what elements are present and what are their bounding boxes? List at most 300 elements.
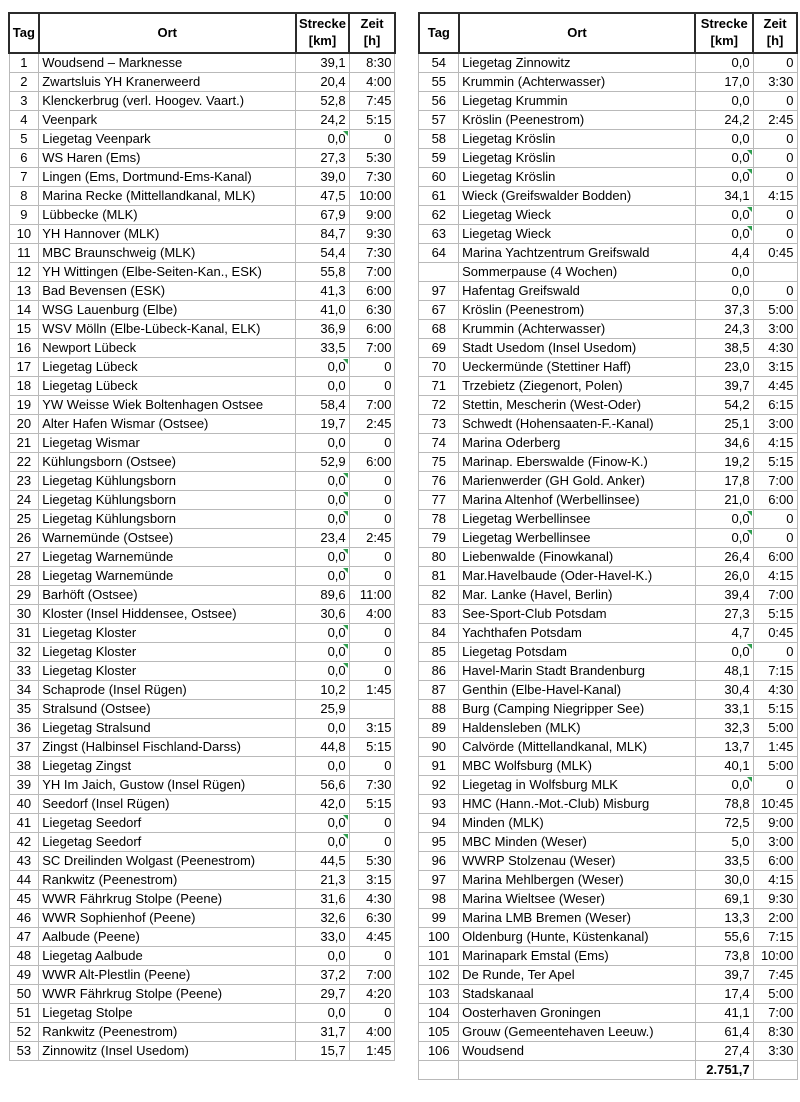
- cell-location[interactable]: Klenckerbrug (verl. Hoogev. Vaart.): [39, 92, 296, 111]
- cell-day-number[interactable]: 46: [9, 909, 39, 928]
- cell-distance[interactable]: [695, 738, 753, 757]
- cell-time[interactable]: 7:00: [349, 966, 395, 985]
- cell-location[interactable]: Liegetag Kloster: [39, 643, 296, 662]
- cell-location[interactable]: MBC Wolfsburg (MLK): [459, 757, 696, 776]
- cell-time[interactable]: 7:00: [349, 396, 395, 415]
- cell-time[interactable]: 0: [349, 472, 395, 491]
- cell-location[interactable]: WWR Sophienhof (Peene): [39, 909, 296, 928]
- cell-day-number[interactable]: 60: [419, 168, 459, 187]
- cell-day-number[interactable]: 40: [9, 795, 39, 814]
- cell-location[interactable]: Marina Yachtzentrum Greifswald: [459, 244, 696, 263]
- cell-distance[interactable]: [695, 453, 753, 472]
- cell-distance[interactable]: [695, 263, 753, 282]
- cell-time[interactable]: 0: [753, 92, 797, 111]
- cell-time[interactable]: 5:15: [753, 453, 797, 472]
- cell-day-number[interactable]: 100: [419, 928, 459, 947]
- cell-time[interactable]: 5:15: [349, 111, 395, 130]
- cell-location[interactable]: Alter Hafen Wismar (Ostsee): [39, 415, 296, 434]
- cell-location[interactable]: Liegetag Kloster: [39, 624, 296, 643]
- cell-distance[interactable]: [296, 548, 349, 567]
- cell-day-number[interactable]: 72: [419, 396, 459, 415]
- cell-day-number[interactable]: 86: [419, 662, 459, 681]
- cell-location[interactable]: Zingst (Halbinsel Fischland-Darss): [39, 738, 296, 757]
- cell-time[interactable]: 4:00: [349, 605, 395, 624]
- cell-time[interactable]: 5:15: [753, 700, 797, 719]
- cell-location[interactable]: WWR Fährkrug Stolpe (Peene): [39, 985, 296, 1004]
- cell-day-number[interactable]: 38: [9, 757, 39, 776]
- cell-day-number[interactable]: 7: [9, 168, 39, 187]
- cell-time[interactable]: 0: [349, 662, 395, 681]
- cell-distance[interactable]: [296, 358, 349, 377]
- cell-time[interactable]: 0: [753, 206, 797, 225]
- cell-day-number[interactable]: 87: [419, 681, 459, 700]
- cell-distance[interactable]: [695, 225, 753, 244]
- cell-time[interactable]: 0: [753, 149, 797, 168]
- cell-distance[interactable]: [695, 966, 753, 985]
- cell-distance[interactable]: [296, 434, 349, 453]
- cell-day-number[interactable]: 45: [9, 890, 39, 909]
- cell-location[interactable]: Marinap. Eberswalde (Finow-K.): [459, 453, 696, 472]
- cell-location[interactable]: Stadt Usedom (Insel Usedom): [459, 339, 696, 358]
- cell-day-number[interactable]: 8: [9, 187, 39, 206]
- cell-day-number[interactable]: 42: [9, 833, 39, 852]
- cell-day-number[interactable]: 13: [9, 282, 39, 301]
- cell-location[interactable]: Ueckermünde (Stettiner Haff): [459, 358, 696, 377]
- cell-distance[interactable]: [296, 282, 349, 301]
- cell-day-number[interactable]: 83: [419, 605, 459, 624]
- cell-time[interactable]: 0: [753, 168, 797, 187]
- cell-location[interactable]: WSG Lauenburg (Elbe): [39, 301, 296, 320]
- cell-day-number[interactable]: 20: [9, 415, 39, 434]
- cell-time[interactable]: 6:00: [349, 453, 395, 472]
- cell-day-number[interactable]: 56: [419, 92, 459, 111]
- cell-day-number[interactable]: 24: [9, 491, 39, 510]
- cell-distance[interactable]: [296, 73, 349, 92]
- cell-time[interactable]: 7:00: [753, 586, 797, 605]
- cell-distance[interactable]: [695, 130, 753, 149]
- cell-time[interactable]: 5:15: [753, 605, 797, 624]
- cell-location[interactable]: Liegetag Wieck: [459, 206, 696, 225]
- cell-distance[interactable]: [695, 434, 753, 453]
- cell-day-number[interactable]: 14: [9, 301, 39, 320]
- cell-location[interactable]: YH Hannover (MLK): [39, 225, 296, 244]
- cell-day-number[interactable]: 76: [419, 472, 459, 491]
- cell-location[interactable]: Zinnowitz (Insel Usedom): [39, 1042, 296, 1061]
- cell-day-number[interactable]: 106: [419, 1042, 459, 1061]
- cell-location[interactable]: HMC (Hann.-Mot.-Club) Misburg: [459, 795, 696, 814]
- cell-day-number[interactable]: 97: [419, 282, 459, 301]
- cell-location[interactable]: Kröslin (Peenestrom): [459, 301, 696, 320]
- cell-time[interactable]: 4:45: [349, 928, 395, 947]
- cell-distance[interactable]: [695, 320, 753, 339]
- cell-distance[interactable]: [695, 339, 753, 358]
- cell-time[interactable]: 7:30: [349, 776, 395, 795]
- cell-distance[interactable]: [695, 700, 753, 719]
- cell-location[interactable]: MBC Braunschweig (MLK): [39, 244, 296, 263]
- cell-time[interactable]: 3:00: [753, 320, 797, 339]
- cell-day-number[interactable]: 43: [9, 852, 39, 871]
- cell-day-number[interactable]: 84: [419, 624, 459, 643]
- cell-distance[interactable]: [695, 852, 753, 871]
- cell-location[interactable]: Liegetag Werbellinsee: [459, 510, 696, 529]
- cell-time[interactable]: 0: [349, 491, 395, 510]
- cell-day-number[interactable]: 28: [9, 567, 39, 586]
- cell-time[interactable]: 0: [349, 624, 395, 643]
- cell-distance[interactable]: [296, 187, 349, 206]
- cell-location[interactable]: Bad Bevensen (ESK): [39, 282, 296, 301]
- cell-time[interactable]: 4:15: [753, 567, 797, 586]
- cell-location[interactable]: MBC Minden (Weser): [459, 833, 696, 852]
- cell-distance[interactable]: [695, 377, 753, 396]
- cell-time[interactable]: 9:00: [349, 206, 395, 225]
- cell-time[interactable]: 0: [349, 814, 395, 833]
- cell-day-number[interactable]: 99: [419, 909, 459, 928]
- cell-distance[interactable]: [296, 1042, 349, 1061]
- cell-time[interactable]: 0: [349, 1004, 395, 1023]
- cell-day-number[interactable]: 50: [9, 985, 39, 1004]
- cell-time[interactable]: 0: [753, 529, 797, 548]
- cell-location[interactable]: Liegetag Stolpe: [39, 1004, 296, 1023]
- cell-time[interactable]: 4:30: [753, 339, 797, 358]
- cell-day-number[interactable]: 57: [419, 111, 459, 130]
- cell-day-number[interactable]: 26: [9, 529, 39, 548]
- cell-location[interactable]: Marina Recke (Mittellandkanal, MLK): [39, 187, 296, 206]
- cell-location[interactable]: Veenpark: [39, 111, 296, 130]
- cell-time[interactable]: 1:45: [753, 738, 797, 757]
- cell-location[interactable]: Liegetag Warnemünde: [39, 548, 296, 567]
- cell-day-number[interactable]: 98: [419, 890, 459, 909]
- cell-distance[interactable]: [296, 149, 349, 168]
- cell-day-number[interactable]: 102: [419, 966, 459, 985]
- cell-location[interactable]: YW Weisse Wiek Boltenhagen Ostsee: [39, 396, 296, 415]
- cell-time[interactable]: 0: [349, 833, 395, 852]
- cell-time[interactable]: 4:30: [349, 890, 395, 909]
- cell-time[interactable]: 10:00: [753, 947, 797, 966]
- cell-time[interactable]: 5:00: [753, 719, 797, 738]
- cell-distance[interactable]: [695, 814, 753, 833]
- cell-time[interactable]: 4:15: [753, 871, 797, 890]
- cell-time[interactable]: 0: [349, 947, 395, 966]
- cell-distance[interactable]: [296, 643, 349, 662]
- cell-day-number[interactable]: 77: [419, 491, 459, 510]
- cell-day-number[interactable]: 103: [419, 985, 459, 1004]
- cell-day-number[interactable]: 53: [9, 1042, 39, 1061]
- cell-distance[interactable]: [296, 966, 349, 985]
- cell-day-number[interactable]: 68: [419, 320, 459, 339]
- cell-distance[interactable]: [296, 244, 349, 263]
- cell-distance[interactable]: [695, 871, 753, 890]
- cell-day-number[interactable]: 32: [9, 643, 39, 662]
- cell-location[interactable]: Trzebietz (Ziegenort, Polen): [459, 377, 696, 396]
- cell-distance[interactable]: [695, 472, 753, 491]
- cell-location[interactable]: Liegetag in Wolfsburg MLK: [459, 776, 696, 795]
- cell-distance[interactable]: [695, 396, 753, 415]
- cell-time[interactable]: 0: [349, 130, 395, 149]
- cell-distance[interactable]: [296, 757, 349, 776]
- cell-time[interactable]: 4:15: [753, 187, 797, 206]
- cell-location[interactable]: Sommerpause (4 Wochen): [459, 263, 696, 282]
- cell-location[interactable]: Rankwitz (Peenestrom): [39, 871, 296, 890]
- cell-time[interactable]: 3:15: [349, 871, 395, 890]
- cell-distance[interactable]: [695, 1042, 753, 1061]
- cell-distance[interactable]: [695, 567, 753, 586]
- cell-day-number[interactable]: 33: [9, 662, 39, 681]
- cell-location[interactable]: SC Dreilinden Wolgast (Peenestrom): [39, 852, 296, 871]
- cell-day-number[interactable]: [419, 263, 459, 282]
- cell-time[interactable]: 3:15: [349, 719, 395, 738]
- cell-time[interactable]: 5:15: [349, 795, 395, 814]
- cell-distance[interactable]: [296, 1023, 349, 1042]
- cell-time[interactable]: 7:15: [753, 928, 797, 947]
- cell-day-number[interactable]: 69: [419, 339, 459, 358]
- cell-time[interactable]: 4:45: [753, 377, 797, 396]
- cell-day-number[interactable]: 95: [419, 833, 459, 852]
- cell-distance[interactable]: [695, 415, 753, 434]
- cell-day-number[interactable]: 15: [9, 320, 39, 339]
- cell-location[interactable]: Mar.Havelbaude (Oder-Havel-K.): [459, 567, 696, 586]
- col-header-zeit[interactable]: Zeit [h]: [753, 13, 797, 53]
- cell-distance[interactable]: [296, 396, 349, 415]
- cell-time[interactable]: 4:30: [753, 681, 797, 700]
- cell-distance[interactable]: [296, 871, 349, 890]
- cell-location[interactable]: Liegetag Kröslin: [459, 149, 696, 168]
- cell-time[interactable]: 4:00: [349, 1023, 395, 1042]
- cell-day-number[interactable]: 35: [9, 700, 39, 719]
- cell-time[interactable]: 5:00: [753, 985, 797, 1004]
- cell-time[interactable]: 7:00: [753, 472, 797, 491]
- cell-distance[interactable]: [695, 757, 753, 776]
- cell-time[interactable]: 6:00: [349, 320, 395, 339]
- cell-location[interactable]: Genthin (Elbe-Havel-Kanal): [459, 681, 696, 700]
- cell-time[interactable]: 7:30: [349, 168, 395, 187]
- cell-time[interactable]: 2:45: [349, 529, 395, 548]
- cell-location[interactable]: Calvörde (Mittellandkanal, MLK): [459, 738, 696, 757]
- cell-location[interactable]: Marienwerder (GH Gold. Anker): [459, 472, 696, 491]
- cell-distance[interactable]: [695, 168, 753, 187]
- cell-distance[interactable]: [296, 225, 349, 244]
- cell-location[interactable]: Liegetag Kröslin: [459, 130, 696, 149]
- cell-time[interactable]: 0: [349, 643, 395, 662]
- cell-day-number[interactable]: 25: [9, 510, 39, 529]
- total-distance[interactable]: 2.751,7: [695, 1061, 753, 1080]
- cell-distance[interactable]: [296, 814, 349, 833]
- cell-location[interactable]: Wieck (Greifswalder Bodden): [459, 187, 696, 206]
- cell-day-number[interactable]: 12: [9, 263, 39, 282]
- cell-distance[interactable]: [695, 890, 753, 909]
- cell-location[interactable]: Aalbude (Peene): [39, 928, 296, 947]
- col-header-zeit[interactable]: Zeit [h]: [349, 13, 395, 53]
- cell-distance[interactable]: [296, 377, 349, 396]
- cell-time[interactable]: 0: [349, 757, 395, 776]
- cell-time[interactable]: 7:15: [753, 662, 797, 681]
- cell-day-number[interactable]: 79: [419, 529, 459, 548]
- cell-time[interactable]: 6:00: [349, 282, 395, 301]
- cell-location[interactable]: Liegetag Kloster: [39, 662, 296, 681]
- cell-time[interactable]: 6:30: [349, 301, 395, 320]
- cell-location[interactable]: Seedorf (Insel Rügen): [39, 795, 296, 814]
- cell-location[interactable]: Liegetag Veenpark: [39, 130, 296, 149]
- cell-time[interactable]: 5:00: [753, 757, 797, 776]
- cell-location[interactable]: Krummin (Achterwasser): [459, 320, 696, 339]
- cell-location[interactable]: Marinapark Emstal (Ems): [459, 947, 696, 966]
- cell-distance[interactable]: [695, 548, 753, 567]
- cell-day-number[interactable]: 36: [9, 719, 39, 738]
- cell-day-number[interactable]: 58: [419, 130, 459, 149]
- cell-distance[interactable]: [695, 909, 753, 928]
- cell-day-number[interactable]: 73: [419, 415, 459, 434]
- cell-distance[interactable]: [296, 53, 349, 73]
- cell-distance[interactable]: [296, 510, 349, 529]
- cell-time[interactable]: 6:15: [753, 396, 797, 415]
- cell-day-number[interactable]: 59: [419, 149, 459, 168]
- cell-location[interactable]: Marina LMB Bremen (Weser): [459, 909, 696, 928]
- cell-day-number[interactable]: 1: [9, 53, 39, 73]
- cell-day-number[interactable]: 11: [9, 244, 39, 263]
- cell-location[interactable]: Hafentag Greifswald: [459, 282, 696, 301]
- cell-time[interactable]: [349, 700, 395, 719]
- cell-location[interactable]: Stralsund (Ostsee): [39, 700, 296, 719]
- cell-time[interactable]: 11:00: [349, 586, 395, 605]
- cell-day-number[interactable]: 75: [419, 453, 459, 472]
- cell-location[interactable]: Liegetag Warnemünde: [39, 567, 296, 586]
- cell-distance[interactable]: [296, 453, 349, 472]
- cell-distance[interactable]: [296, 985, 349, 1004]
- cell-time[interactable]: 0: [349, 377, 395, 396]
- cell-distance[interactable]: [695, 795, 753, 814]
- cell-location[interactable]: Oosterhaven Groningen: [459, 1004, 696, 1023]
- cell-day-number[interactable]: 4: [9, 111, 39, 130]
- cell-day-number[interactable]: 82: [419, 586, 459, 605]
- cell-time[interactable]: 0: [753, 225, 797, 244]
- cell-distance[interactable]: [695, 282, 753, 301]
- cell-day-number[interactable]: 39: [9, 776, 39, 795]
- cell-time[interactable]: 7:45: [349, 92, 395, 111]
- cell-time[interactable]: 4:00: [349, 73, 395, 92]
- cell-day-number[interactable]: 78: [419, 510, 459, 529]
- cell-time[interactable]: 0: [349, 548, 395, 567]
- cell-location[interactable]: Liegetag Wieck: [459, 225, 696, 244]
- cell-location[interactable]: Burg (Camping Niegripper See): [459, 700, 696, 719]
- cell-day-number[interactable]: 49: [9, 966, 39, 985]
- cell-time[interactable]: 0: [753, 282, 797, 301]
- cell-day-number[interactable]: 48: [9, 947, 39, 966]
- cell-distance[interactable]: [695, 73, 753, 92]
- cell-day-number[interactable]: 63: [419, 225, 459, 244]
- cell-distance[interactable]: [695, 187, 753, 206]
- cell-time[interactable]: [753, 263, 797, 282]
- cell-time[interactable]: 2:00: [753, 909, 797, 928]
- cell-location[interactable]: Liegetag Seedorf: [39, 814, 296, 833]
- cell-location[interactable]: Grouw (Gemeentehaven Leeuw.): [459, 1023, 696, 1042]
- cell-location[interactable]: Liegetag Lübeck: [39, 358, 296, 377]
- cell-time[interactable]: 0: [753, 53, 797, 73]
- cell-day-number[interactable]: 2: [9, 73, 39, 92]
- cell-location[interactable]: Barhöft (Ostsee): [39, 586, 296, 605]
- cell-day-number[interactable]: 97: [419, 871, 459, 890]
- cell-location[interactable]: Liegetag Kühlungsborn: [39, 472, 296, 491]
- cell-distance[interactable]: [296, 491, 349, 510]
- cell-distance[interactable]: [296, 928, 349, 947]
- cell-time[interactable]: 6:00: [753, 852, 797, 871]
- cell-distance[interactable]: [695, 985, 753, 1004]
- cell-location[interactable]: Liegetag Krummin: [459, 92, 696, 111]
- cell-day-number[interactable]: 31: [9, 624, 39, 643]
- cell-location[interactable]: Yachthafen Potsdam: [459, 624, 696, 643]
- cell-distance[interactable]: [296, 320, 349, 339]
- cell-distance[interactable]: [296, 92, 349, 111]
- cell-time[interactable]: 1:45: [349, 681, 395, 700]
- cell-time[interactable]: 8:30: [753, 1023, 797, 1042]
- cell-time[interactable]: 4:15: [753, 434, 797, 453]
- cell-time[interactable]: 5:30: [349, 149, 395, 168]
- cell-day-number[interactable]: 30: [9, 605, 39, 624]
- cell-distance[interactable]: [296, 111, 349, 130]
- cell-distance[interactable]: [695, 111, 753, 130]
- cell-location[interactable]: Lübbecke (MLK): [39, 206, 296, 225]
- cell-location[interactable]: Liegetag Werbellinsee: [459, 529, 696, 548]
- cell-location[interactable]: WWR Fährkrug Stolpe (Peene): [39, 890, 296, 909]
- cell-time[interactable]: 0:45: [753, 624, 797, 643]
- cell-time[interactable]: 0: [349, 510, 395, 529]
- cell-distance[interactable]: [695, 947, 753, 966]
- cell-day-number[interactable]: 81: [419, 567, 459, 586]
- cell-location[interactable]: Liegetag Potsdam: [459, 643, 696, 662]
- cell-distance[interactable]: [296, 795, 349, 814]
- cell-day-number[interactable]: 62: [419, 206, 459, 225]
- cell-day-number[interactable]: 21: [9, 434, 39, 453]
- cell-distance[interactable]: [296, 738, 349, 757]
- cell-day-number[interactable]: 18: [9, 377, 39, 396]
- cell-distance[interactable]: [695, 1004, 753, 1023]
- cell-location[interactable]: Liegetag Kühlungsborn: [39, 491, 296, 510]
- cell-location[interactable]: Woudsend: [459, 1042, 696, 1061]
- col-header-ort[interactable]: Ort: [39, 13, 296, 53]
- cell-day-number[interactable]: 71: [419, 377, 459, 396]
- cell-location[interactable]: Oldenburg (Hunte, Küstenkanal): [459, 928, 696, 947]
- cell-day-number[interactable]: 34: [9, 681, 39, 700]
- cell-location[interactable]: WSV Mölln (Elbe-Lübeck-Kanal, ELK): [39, 320, 296, 339]
- cell-time[interactable]: 6:30: [349, 909, 395, 928]
- cell-day-number[interactable]: 16: [9, 339, 39, 358]
- cell-day-number[interactable]: 85: [419, 643, 459, 662]
- cell-day-number[interactable]: 94: [419, 814, 459, 833]
- cell-location[interactable]: Marina Altenhof (Werbellinsee): [459, 491, 696, 510]
- col-header-ort[interactable]: Ort: [459, 13, 696, 53]
- cell-location[interactable]: Marina Mehlbergen (Weser): [459, 871, 696, 890]
- cell-day-number[interactable]: 27: [9, 548, 39, 567]
- cell-location[interactable]: Liegetag Kühlungsborn: [39, 510, 296, 529]
- cell-location[interactable]: Liegetag Stralsund: [39, 719, 296, 738]
- cell-location[interactable]: YH Wittingen (Elbe-Seiten-Kan., ESK): [39, 263, 296, 282]
- cell-day-number[interactable]: 44: [9, 871, 39, 890]
- cell-time[interactable]: 9:30: [753, 890, 797, 909]
- cell-distance[interactable]: [296, 719, 349, 738]
- cell-day-number[interactable]: 74: [419, 434, 459, 453]
- cell-location[interactable]: Liegetag Kröslin: [459, 168, 696, 187]
- cell-time[interactable]: 8:30: [349, 53, 395, 73]
- cell-day-number[interactable]: 88: [419, 700, 459, 719]
- cell-day-number[interactable]: 80: [419, 548, 459, 567]
- cell-distance[interactable]: [296, 415, 349, 434]
- cell-time[interactable]: 0: [349, 434, 395, 453]
- cell-distance[interactable]: [296, 700, 349, 719]
- cell-location[interactable]: Newport Lübeck: [39, 339, 296, 358]
- cell-location[interactable]: Liebenwalde (Finowkanal): [459, 548, 696, 567]
- cell-distance[interactable]: [296, 263, 349, 282]
- cell-distance[interactable]: [296, 301, 349, 320]
- cell-distance[interactable]: [695, 510, 753, 529]
- cell-time[interactable]: 10:00: [349, 187, 395, 206]
